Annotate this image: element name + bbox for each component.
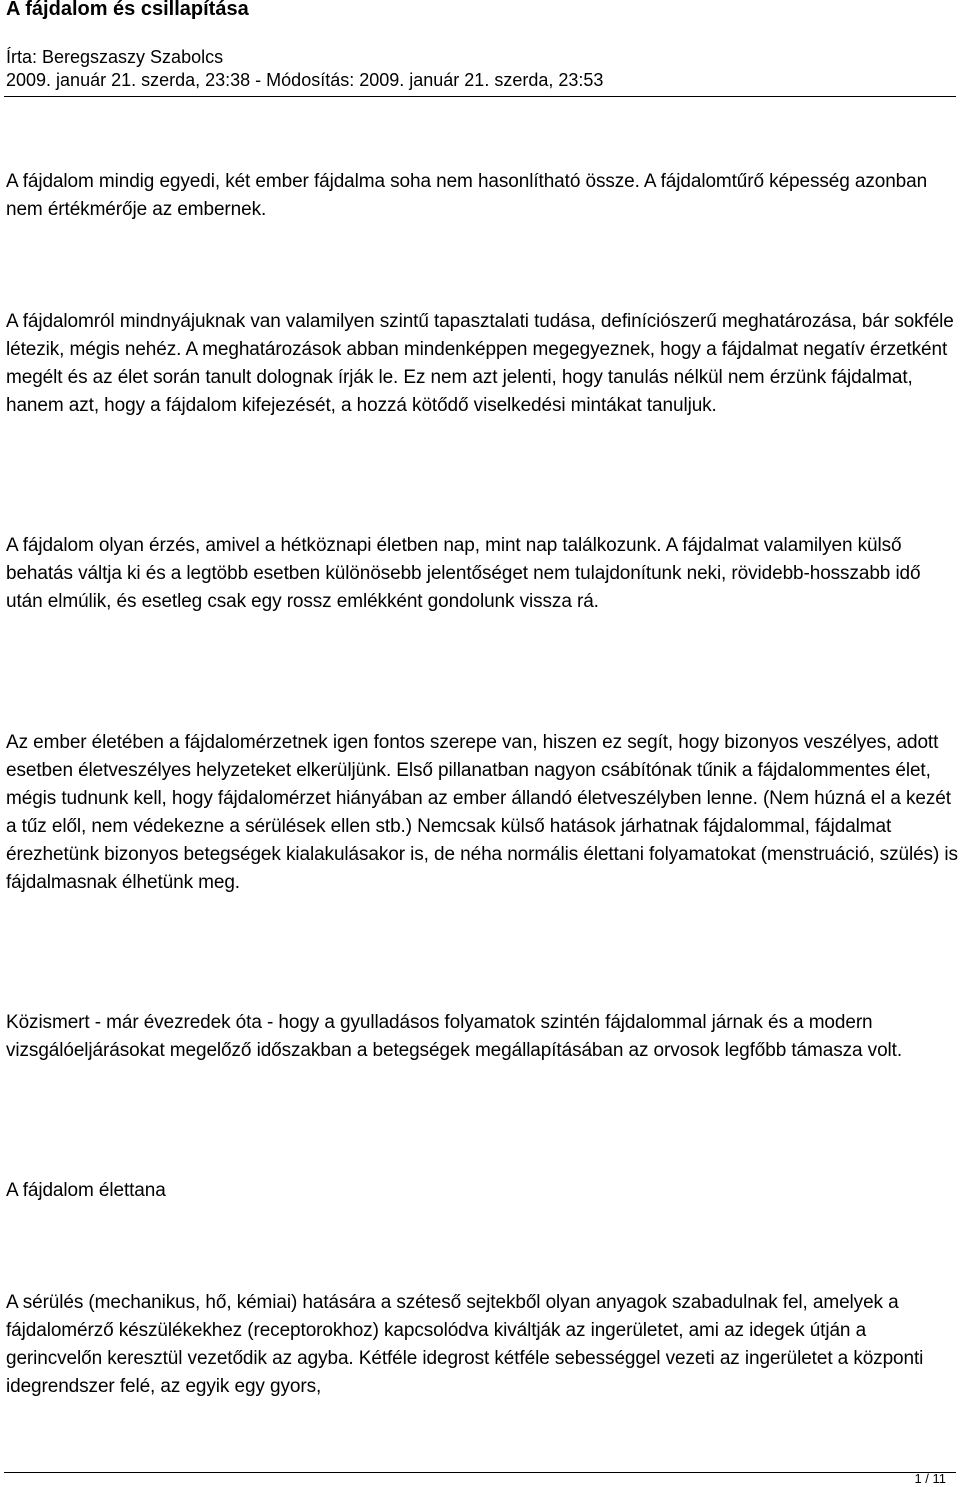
paragraph-physiology: A sérülés (mechanikus, hő, kémiai) hatására a széteső sejtekből olyan anyagok szabadulnak fel, amelyek a fájdalomérző készülékekhez (receptorokhoz) kapcsolódva kiváltják az ingerületet, ami az idegek útján a gerincvelőn keresztül vezetődik az agyba. Kétféle idegrost kétféle sebességgel vezeti az ingerületet a központi idegrendszer felé, az egyik egy gyors, <box>6 1292 924 1397</box>
article-title: A fájdalom és csillapítása <box>6 0 249 20</box>
date-line: 2009. január 21. szerda, 23:38 - Módosítás: 2009. január 21. szerda, 23:53 <box>6 70 604 90</box>
paragraph-intro: A fájdalom mindig egyedi, két ember fájdalma soha nem hasonlítható össze. A fájdalomtűrő képesség azonban nem értékmérője az embernek. <box>6 171 928 220</box>
footer-divider <box>4 1472 956 1473</box>
paragraph-everyday-pain: A fájdalom olyan érzés, amivel a hétköznapi életben nap, mint nap találkozunk. A fájdalmat valamilyen külső behatás váltja ki és a legtöbb esetben különösebb jelentőséget nem tulajdonítunk neki, rövidebb-hosszabb idő után elmúlik, és esetleg csak egy rossz emlékként gondolunk vissza rá. <box>6 535 921 612</box>
paragraph-inflammation: Közismert - már évezredek óta - hogy a gyulladásos folyamatok szintén fájdalommal járnak és a modern vizsgálóeljárásokat megelőző időszakban a betegségek megállapításában az orvosok legfőbb támasza volt. <box>6 1012 903 1061</box>
header-divider <box>4 96 956 97</box>
paragraph-definition: A fájdalomról mindnyájuknak van valamilyen szintű tapasztalati tudása, definíciószerű meghatározása, bár sokféle létezik, mégis nehéz. A meghatározások abban mindenképpen megegyeznek, hogy a fájdalmat negatív érzetként megélt és az élet során tanult dolognak írják le. Ez nem azt jelenti, hogy tanulás nélkül nem érzünk fájdalmat, hanem azt, hogy a fájdalom kifejezését, a hozzá kötődő viselkedési mintákat tanuljuk. <box>6 311 954 416</box>
author-line: Írta: Beregszaszy Szabolcs <box>6 47 224 67</box>
paragraph-role-of-pain: Az ember életében a fájdalomérzetnek igen fontos szerepe van, hiszen ez segít, hogy bizonyos veszélyes, adott esetben életveszélyes helyzeteket elkerüljünk. Első pillanatban nagyon csábítónak tűnik a fájdalommentes élet, mégis tudnunk kell, hogy fájdalomérzet hiányában az ember állandó életveszélyben lenne. (Nem húzná el a kezét a tűz elől, nem védekezne a sérülések ellen stb.) Nemcsak külső hatások járhatnak fájdalommal, fájdalmat érezhetünk bizonyos betegségek kialakulásakor is, de néha normális élettani folyamatokat (menstruáció, szülés) is fájdalmasnak élhetünk meg. <box>6 732 958 893</box>
section-heading-physiology: A fájdalom élettana <box>6 1180 166 1201</box>
page-number: 1 / 11 <box>914 1471 946 1486</box>
